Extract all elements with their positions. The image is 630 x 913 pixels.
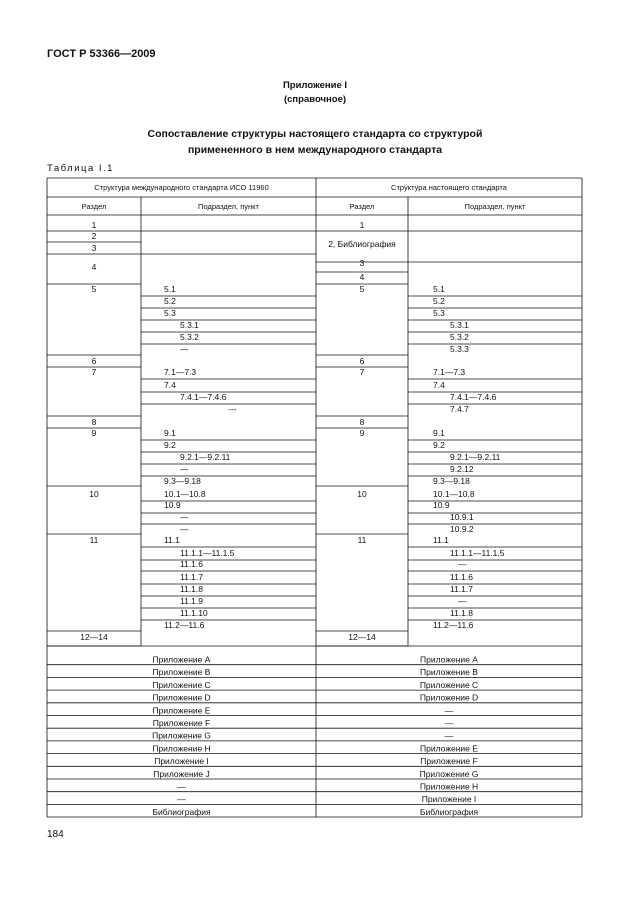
right-subsection-cell: 10.1—10.8	[433, 489, 475, 499]
right-section-cell: 7	[359, 367, 365, 377]
left-section-cell: 9	[91, 428, 97, 438]
left-section-cell: 1	[91, 220, 97, 230]
right-section-cell: 9	[359, 428, 365, 438]
right-subsection-cell: 9.2	[433, 440, 445, 450]
right-subsection-cell: 11.1.7	[450, 584, 474, 594]
right-subsection-cell: 5.3.3	[450, 344, 469, 354]
left-section-cell: 5	[91, 284, 97, 294]
right-annex-cell: Библиография	[419, 806, 479, 817]
section-column-header: Раздел	[349, 202, 375, 211]
right-subsection-cell: 5.1	[433, 284, 445, 294]
right-subsection-cell: 10.9.1	[450, 512, 474, 522]
right-subsection-cell: —	[458, 596, 467, 606]
right-subsection-cell: 5.3.2	[450, 332, 469, 342]
left-annex-cell: Приложение H	[152, 743, 211, 754]
left-subsection-cell: 7.1—7.3	[164, 367, 197, 377]
left-subsection-cell: ---	[228, 404, 237, 414]
left-subsection-cell: 11.1.10	[180, 608, 208, 618]
left-subsection-cell: 11.1.6	[180, 559, 204, 569]
right-annex-cell: Приложение H	[419, 781, 479, 792]
right-subsection-cell: 7.4.7	[450, 404, 469, 414]
left-annex-cell: Библиография	[152, 806, 211, 817]
left-subsection-cell: 11.1.7	[180, 572, 204, 582]
left-annex-cell: —	[177, 794, 186, 805]
right-section-cell: 2, Библиография	[328, 239, 396, 249]
left-subsection-cell: 11.1	[164, 535, 180, 545]
right-annex-cell: —	[444, 718, 454, 728]
right-annex-cell: —	[444, 705, 454, 716]
left-subsection-cell: 9.2	[164, 440, 176, 450]
right-annex-cell: Приложение B	[420, 667, 478, 678]
left-section-cell: 4	[91, 262, 97, 272]
table-title-line-2: примененного в нем международного стандарта	[187, 144, 443, 156]
right-section-cell: 12—14	[348, 632, 376, 642]
left-section-cell: 10	[89, 489, 99, 499]
left-subsection-cell: 7.4	[164, 380, 176, 390]
right-subsection-cell: 10.9	[433, 500, 450, 510]
right-section-cell: 5	[359, 284, 365, 294]
right-section-cell: 3	[359, 258, 365, 268]
right-annex-cell: —	[444, 730, 454, 741]
right-subsection-cell: 11.2—11.6	[433, 620, 474, 630]
right-annex-cell: Приложение I	[421, 794, 477, 805]
left-section-cell: 12—14	[80, 632, 108, 642]
left-subsection-cell: —	[180, 344, 189, 354]
left-subsection-cell: 5.2	[164, 296, 176, 306]
right-subsection-cell: 7.4.1—7.4.6	[450, 392, 497, 402]
annex-subtitle: (справочное)	[283, 94, 347, 105]
left-subsection-cell: 5.3.2	[180, 332, 199, 342]
subsection-column-header: Подраздел, пункт	[198, 202, 259, 211]
left-section-cell: 3	[91, 243, 97, 253]
right-section-cell: 11	[357, 535, 367, 545]
left-section-cell: 8	[91, 417, 97, 427]
right-subsection-cell: 5.2	[433, 296, 445, 306]
right-subsection-cell: 11.1.6	[450, 572, 474, 582]
right-subsection-cell: 11.1.8	[450, 608, 474, 618]
right-structure-header: Структура настоящего стандарта	[391, 183, 507, 192]
right-section-cell: 6	[359, 356, 365, 366]
left-subsection-cell: 9.2.1—9.2.11	[180, 452, 231, 462]
left-annex-cell: Приложение E	[152, 705, 211, 716]
left-subsection-cell: —	[180, 524, 189, 534]
left-structure-header: Структура международного стандарта ИСО 11960	[94, 183, 269, 192]
left-annex-cell: Приложение C	[152, 679, 211, 690]
left-subsection-cell: 11.2—11.6	[164, 620, 205, 630]
right-annex-cell: Приложение D	[419, 692, 479, 703]
table-title-line-1: Сопоставление структуры настоящего стандарта со структурой	[147, 128, 483, 140]
right-subsection-cell: 9.1	[433, 428, 445, 438]
right-annex-cell: Приложение F	[420, 756, 478, 767]
right-subsection-cell: —	[458, 559, 467, 569]
section-column-header: Раздел	[81, 202, 107, 211]
annex-title: Приложение I	[282, 80, 348, 91]
left-subsection-cell: 5.1	[164, 284, 176, 294]
right-section-cell: 8	[359, 417, 365, 427]
left-annex-cell: Приложение G	[152, 730, 211, 741]
left-annex-cell: Приложение B	[152, 667, 211, 678]
left-section-cell: 11	[89, 535, 99, 545]
left-annex-cell: Приложение F	[152, 718, 211, 728]
left-subsection-cell: —	[180, 464, 189, 474]
right-subsection-cell: 7.1—7.3	[433, 367, 466, 377]
left-annex-cell: Приложение D	[152, 692, 211, 703]
left-subsection-cell: 11.1.1—11.1.5	[180, 548, 235, 558]
table-label: Таблица I.1	[47, 163, 114, 174]
right-subsection-cell: 7.4	[433, 380, 445, 390]
left-subsection-cell: 11.1.8	[180, 584, 204, 594]
left-section-cell: 2	[91, 231, 97, 241]
right-annex-cell: Приложение A	[420, 654, 478, 665]
right-section-cell: 4	[359, 272, 365, 282]
right-annex-cell: Приложение C	[419, 679, 479, 690]
left-section-cell: 7	[91, 367, 97, 377]
right-subsection-cell: 11.1.1—11.1.5	[450, 548, 505, 558]
left-subsection-cell: —	[180, 512, 189, 522]
left-subsection-cell: 5.3	[164, 308, 176, 318]
left-annex-cell: Приложение J	[153, 768, 210, 779]
right-subsection-cell: 10.9.2	[450, 524, 474, 534]
left-subsection-cell: 9.3—9.18	[164, 476, 201, 486]
right-subsection-cell: 5.3.1	[450, 320, 469, 330]
right-subsection-cell: 9.2.12	[450, 464, 474, 474]
page-number: 184	[47, 829, 64, 840]
left-subsection-cell: 11.1.9	[180, 596, 204, 606]
left-subsection-cell: 7.4.1—7.4.6	[180, 392, 227, 402]
left-subsection-cell: 5.3.1	[180, 320, 199, 330]
left-annex-cell: Приложение I	[154, 756, 209, 767]
left-subsection-cell: 10.9	[164, 500, 181, 510]
left-annex-cell: —	[177, 781, 186, 792]
right-subsection-cell: 5.3	[433, 308, 445, 318]
document-code: ГОСТ Р 53366—2009	[47, 48, 156, 60]
right-subsection-cell: 9.2.1—9.2.11	[450, 452, 501, 462]
right-annex-cell: Приложение G	[419, 768, 479, 779]
right-subsection-cell: 11.1	[433, 535, 449, 545]
subsection-column-header: Подраздел, пункт	[464, 202, 526, 211]
right-section-cell: 10	[357, 489, 367, 499]
right-annex-cell: Приложение E	[420, 743, 478, 754]
left-section-cell: 6	[91, 356, 97, 366]
left-subsection-cell: 9.1	[164, 428, 176, 438]
right-subsection-cell: 9.3—9.18	[433, 476, 470, 486]
left-annex-cell: Приложение A	[152, 654, 211, 665]
right-section-cell: 1	[359, 220, 365, 230]
left-subsection-cell: 10.1—10.8	[164, 489, 206, 499]
